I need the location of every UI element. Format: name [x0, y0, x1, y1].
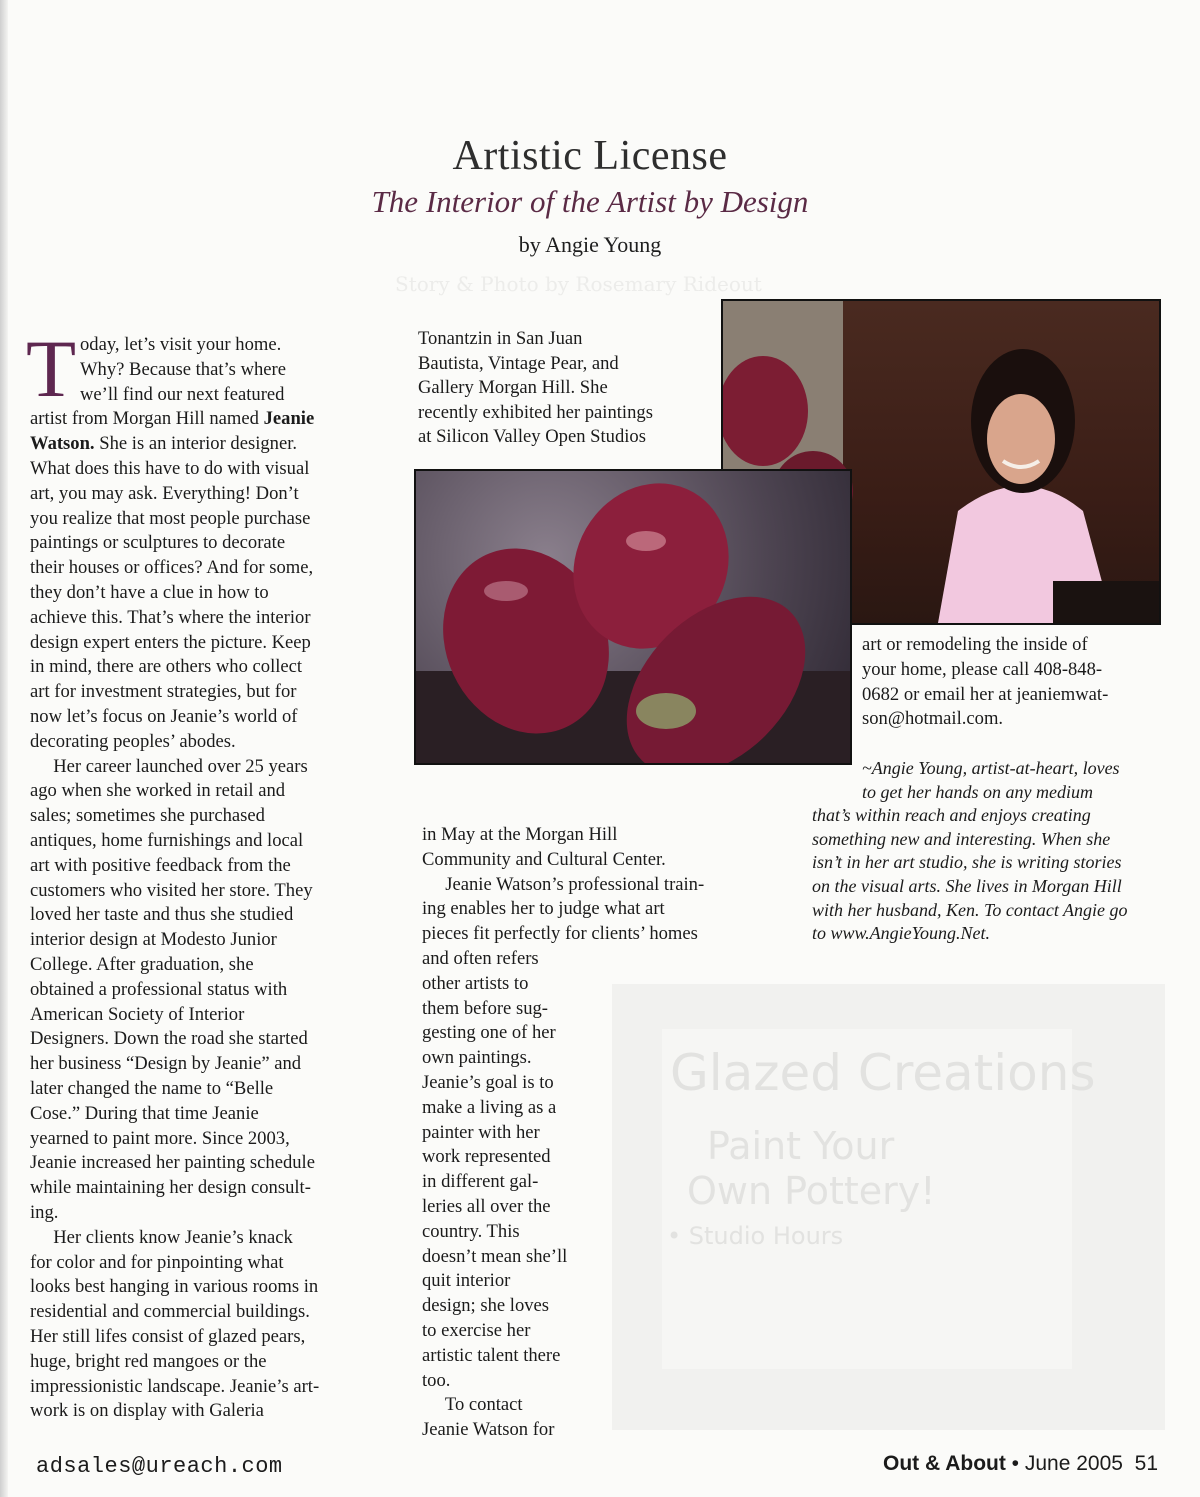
bleed-through-advertisement: [612, 984, 1165, 1430]
text-line: art with positive feedback from the: [30, 854, 291, 876]
text-line: Designers. Down the road she started: [30, 1028, 308, 1050]
text-line: in May at the Morgan Hill: [422, 824, 618, 845]
ad-headline: Glazed Creations: [670, 1044, 1096, 1102]
text-line: looks best hanging in various rooms in: [30, 1276, 319, 1298]
text-line: their houses or offices? And for some,: [30, 557, 314, 579]
text-line: design; she loves: [422, 1295, 550, 1317]
article-subtitle: The Interior of the Artist by Design: [371, 184, 809, 219]
footer-email: adsales@ureach.com: [36, 1454, 283, 1479]
ad-tagline-2: Own Pottery!: [687, 1169, 936, 1213]
text-line: American Society of Interior: [30, 1003, 245, 1025]
text-line: they don’t have a clue in how to: [30, 582, 269, 603]
text-segment: She is an interior designer.: [94, 433, 298, 455]
text-line: at Silicon Valley Open Studios: [418, 426, 646, 448]
text-line: leries all over the: [422, 1196, 551, 1217]
issue-date: June 2005: [1024, 1452, 1123, 1475]
footer-folio: [883, 1452, 1158, 1476]
text-line: Bautista, Vintage Pear, and: [418, 352, 619, 374]
text-line: [30, 408, 314, 430]
text-line: in mind, there are others who collect: [30, 656, 303, 678]
text-line: you realize that most people purchase: [30, 507, 311, 529]
text-line: and often refers: [422, 948, 539, 969]
text-line: decorating peoples’ abodes.: [30, 730, 236, 752]
text-line: 0682 or email her at jeaniemwat-: [862, 683, 1109, 705]
text-line: too.: [422, 1369, 451, 1391]
text-line: for color and for pinpointing what: [30, 1251, 284, 1273]
text-line: gesting one of her: [422, 1022, 556, 1044]
text-line: to www.AngieYoung.Net.: [812, 923, 991, 944]
text-line: Tonantzin in San Juan: [418, 328, 583, 349]
text-line: art, you may ask. Everything! Don’t: [30, 482, 299, 504]
text-line: son@hotmail.com.: [862, 708, 1004, 730]
text-line: ing.: [30, 1202, 59, 1223]
text-line: residential and commercial buildings.: [30, 1301, 310, 1323]
text-line: work is on display with Galeria: [30, 1400, 264, 1422]
text-line: design expert enters the picture. Keep: [30, 631, 311, 653]
text-line: Jeanie Watson’s professional train-: [422, 873, 705, 895]
text-line: art or remodeling the inside of: [862, 634, 1088, 655]
text-line: now let’s focus on Jeanie’s world of: [30, 706, 298, 727]
text-line: on the visual arts. She lives in Morgan Hill: [812, 876, 1122, 896]
scan-edge: [0, 0, 8, 1497]
text-line: pieces fit perfectly for clients’ homes: [422, 923, 698, 945]
text-line: later changed the name to “Belle: [30, 1078, 274, 1099]
artist-name-bold: Watson.: [30, 433, 95, 455]
text-line: her business “Design by Jeanie” and: [30, 1053, 302, 1075]
text-line: work represented: [422, 1146, 551, 1168]
text-line: Cose.” During that time Jeanie: [30, 1102, 259, 1124]
text-line: them before sug-: [422, 997, 548, 1019]
text-line: Why? Because that’s where: [80, 358, 286, 380]
text-line: ~Angie Young, artist-at-heart, loves: [862, 758, 1120, 778]
ad-tagline-1: Paint Your: [707, 1124, 895, 1168]
text-line: Community and Cultural Center.: [422, 848, 666, 870]
text-line: paintings or sculptures to decorate: [30, 532, 286, 554]
text-line: art for investment strategies, but for: [30, 681, 297, 703]
text-line: make a living as a: [422, 1096, 557, 1118]
text-line: antiques, home furnishings and local: [30, 830, 304, 851]
text-line: that’s within reach and enjoys creating: [812, 805, 1091, 826]
text-line: What does this have to do with visual: [30, 458, 310, 479]
text-line: Jeanie Watson for: [422, 1419, 555, 1441]
text-line: Jeanie increased her painting schedule: [30, 1152, 315, 1174]
text-line: recently exhibited her paintings: [418, 401, 653, 423]
mango-painting-photo: [414, 469, 852, 765]
text-line: customers who visited her store. They: [30, 879, 313, 901]
text-line: College. After graduation, she: [30, 954, 254, 975]
text-line: with her husband, Ken. To contact Angie go: [812, 899, 1128, 920]
text-segment: artist from Morgan Hill named: [30, 408, 264, 430]
text-line: Her clients know Jeanie’s knack: [30, 1226, 293, 1248]
publication-name: Out & About: [882, 1452, 1006, 1475]
text-line: obtained a professional status with: [30, 978, 288, 1000]
text-line: huge, bright red mangoes or the: [30, 1350, 267, 1372]
article-title: Artistic License: [452, 133, 728, 179]
text-line: in different gal-: [422, 1171, 539, 1193]
text-line: doesn’t mean she’ll: [422, 1245, 568, 1267]
ad-hours-label: • Studio Hours: [667, 1222, 844, 1250]
text-line: own paintings.: [422, 1047, 532, 1069]
text-line: oday, let’s visit your home.: [80, 334, 282, 355]
text-line: your home, please call 408-848-: [862, 658, 1103, 680]
text-line: quit interior: [422, 1270, 511, 1292]
drop-cap: T: [26, 323, 77, 414]
text-line: Her still lifes consist of glazed pears,: [30, 1326, 306, 1347]
text-line: other artists to: [422, 972, 529, 994]
text-line: isn’t in her art studio, she is writing stories: [812, 852, 1122, 873]
text-line: painter with her: [422, 1121, 540, 1143]
page-number: 51: [1134, 1452, 1158, 1475]
text-line: we’ll find our next featured: [80, 383, 285, 405]
folio-separator: •: [1005, 1452, 1025, 1475]
text-line: to get her hands on any medium: [862, 781, 1093, 802]
text-line: impressionistic landscape. Jeanie’s art-: [30, 1375, 320, 1397]
article-byline: by Angie Young: [518, 232, 662, 257]
text-line: something new and interesting. When she: [812, 828, 1111, 849]
text-line: loved her taste and thus she studied: [30, 904, 294, 926]
bleed-through-byline: Story & Photo by Rosemary Rideout: [395, 272, 762, 296]
text-line: Gallery Morgan Hill. She: [418, 377, 608, 399]
text-line: ago when she worked in retail and: [30, 780, 286, 802]
text-line: country. This: [422, 1220, 520, 1242]
text-line: to exercise her: [422, 1320, 531, 1341]
text-line: sales; sometimes she purchased: [30, 805, 265, 827]
text-line: [30, 433, 297, 455]
text-line: achieve this. That’s where the interior: [30, 606, 311, 628]
text-line: artistic talent there: [422, 1344, 561, 1366]
text-line: interior design at Modesto Junior: [30, 929, 277, 951]
text-line: Jeanie’s goal is to: [422, 1072, 554, 1093]
text-line: Her career launched over 25 years: [30, 755, 308, 777]
artist-name-bold: Jeanie: [263, 408, 315, 430]
text-line: while maintaining her design consult-: [30, 1177, 311, 1199]
text-line: yearned to paint more. Since 2003,: [30, 1127, 290, 1149]
text-line: To contact: [422, 1394, 523, 1416]
text-line: ing enables her to judge what art: [422, 898, 665, 920]
